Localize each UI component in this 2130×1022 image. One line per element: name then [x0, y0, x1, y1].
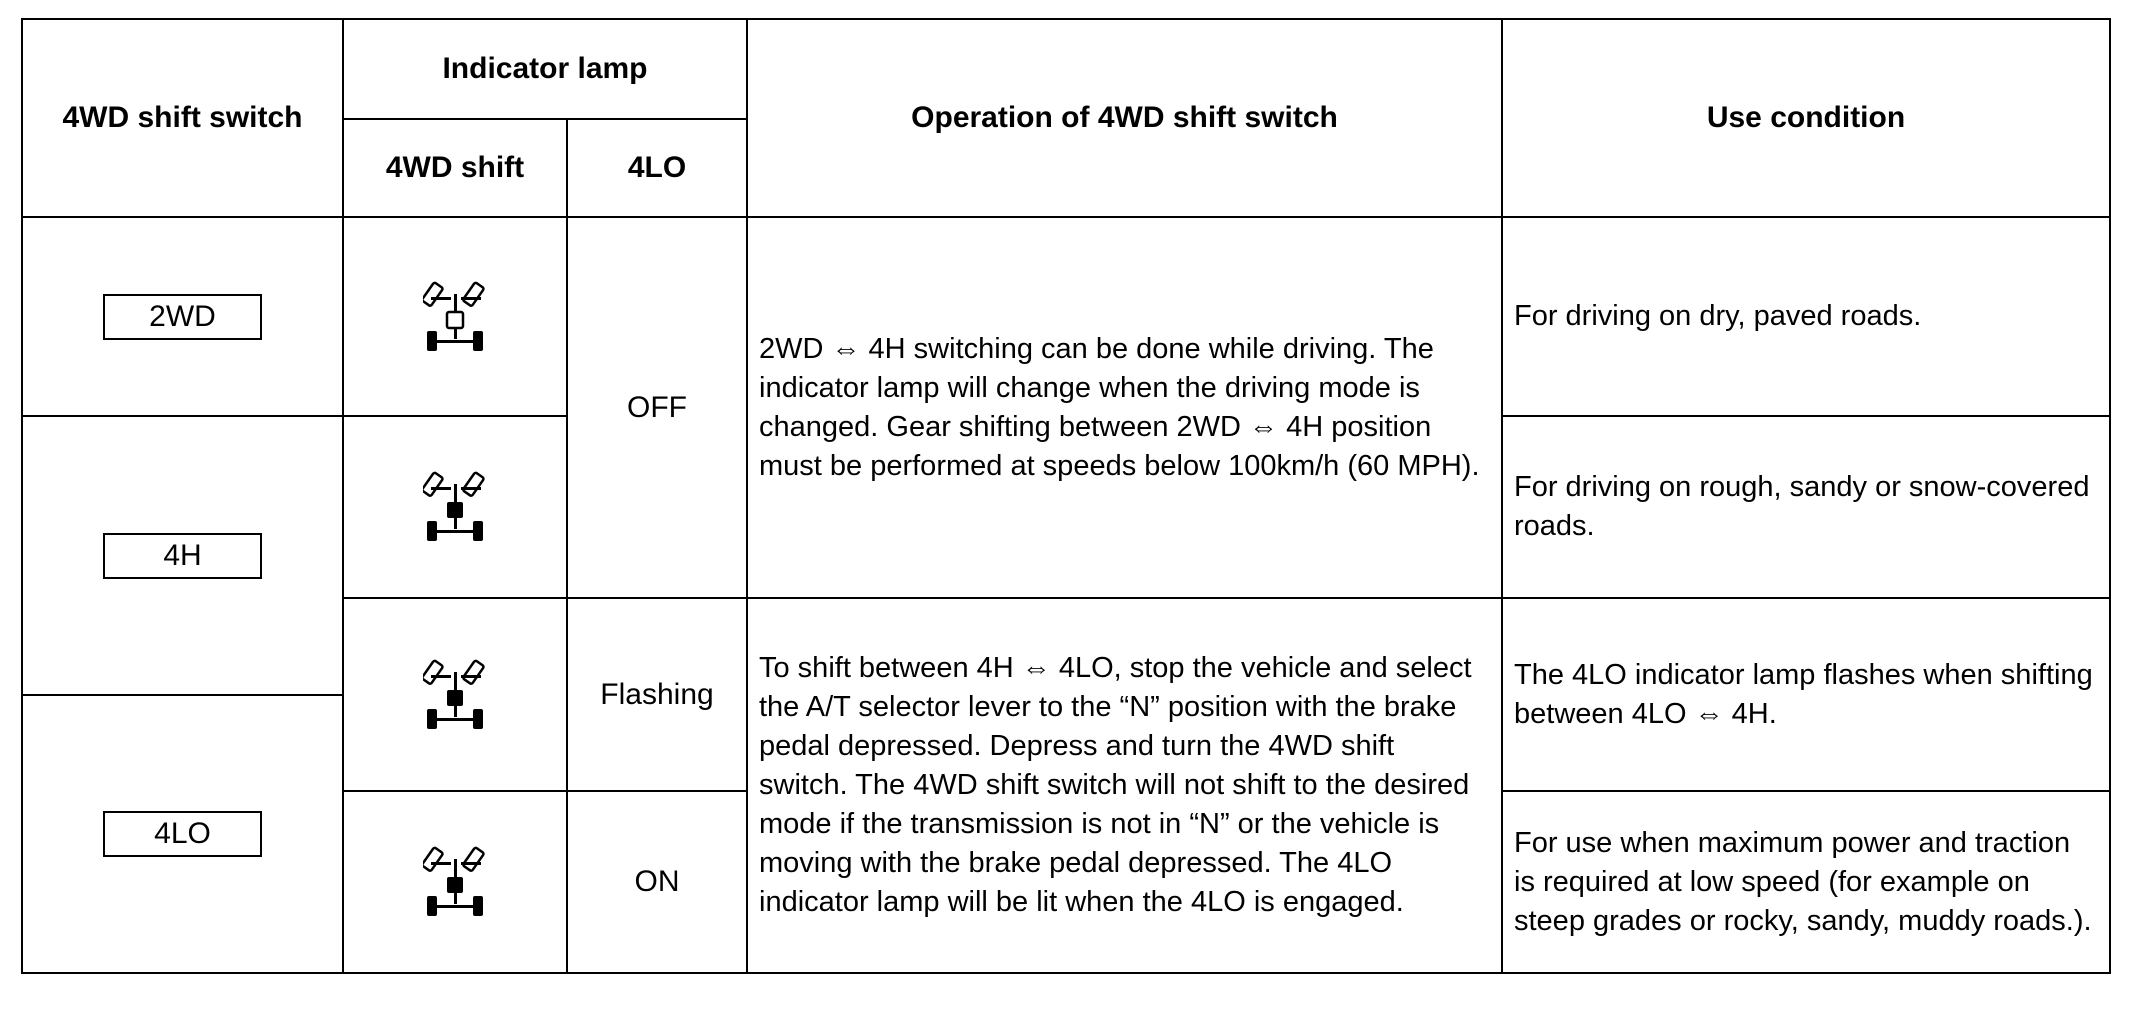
switch-cell-4h: [22, 416, 343, 695]
switch-label-4lo: 4LO: [103, 811, 262, 857]
switch-cell-2wd: [22, 217, 343, 416]
header-operation: Operation of 4WD shift switch: [911, 101, 1338, 134]
4wd-drivetrain-icon: [343, 598, 567, 791]
4wd-drivetrain-icon: [343, 416, 567, 598]
switch-cell-4lo: [22, 695, 343, 973]
use-condition-4h: For driving on rough, sandy or snow-covered roads.: [1514, 471, 2090, 542]
use-condition-4lo: For use when maximum power and traction is required at low speed (for example on steep grades or rocky, sandy, muddy roads.).: [1514, 826, 2092, 937]
switch-label-4h: 4H: [103, 533, 262, 579]
lamp-state-flashing: Flashing: [600, 677, 714, 711]
lamp-state-off: OFF: [627, 390, 687, 424]
header-4wd-shift: 4WD shift: [385, 151, 525, 184]
header-use-condition: Use condition: [1706, 101, 1906, 134]
switch-label-2wd: 2WD: [103, 294, 262, 340]
header-indicator-lamp: Indicator lamp: [442, 52, 648, 85]
4wd-drivetrain-icon: [343, 791, 567, 973]
lamp-state-on: ON: [634, 865, 680, 898]
header-4wd-shift-switch: 4WD shift switch: [62, 101, 303, 134]
header-4lo: 4LO: [627, 151, 687, 184]
use-condition-4lo-flashing: The 4LO indicator lamp flashes when shifting between 4LO ⇔ 4H.: [1514, 658, 2093, 730]
operation-2wd-4h: 2WD ⇔ 4H switching can be done while driving. The indicator lamp will change when the driving mode is changed. Gear shifting between 2WD ⇔ 4H position must be performed at speeds below 100km/h (60 MPH).: [759, 332, 1480, 482]
2wd-drivetrain-icon: [343, 217, 567, 416]
use-condition-2wd: For driving on dry, paved roads.: [1514, 300, 1922, 332]
operation-4h-4lo: To shift between 4H ⇔ 4LO, stop the vehicle and select the A/T selector lever to the “N” position with the brake pedal depressed. Depress and turn the 4WD shift switch. The 4WD shift switch will not shift to the desired mode if the transmission is not in “N” or the vehicle is moving with the brake pedal depressed. The 4LO indicator lamp will be lit when the 4LO is engaged.: [759, 652, 1472, 918]
